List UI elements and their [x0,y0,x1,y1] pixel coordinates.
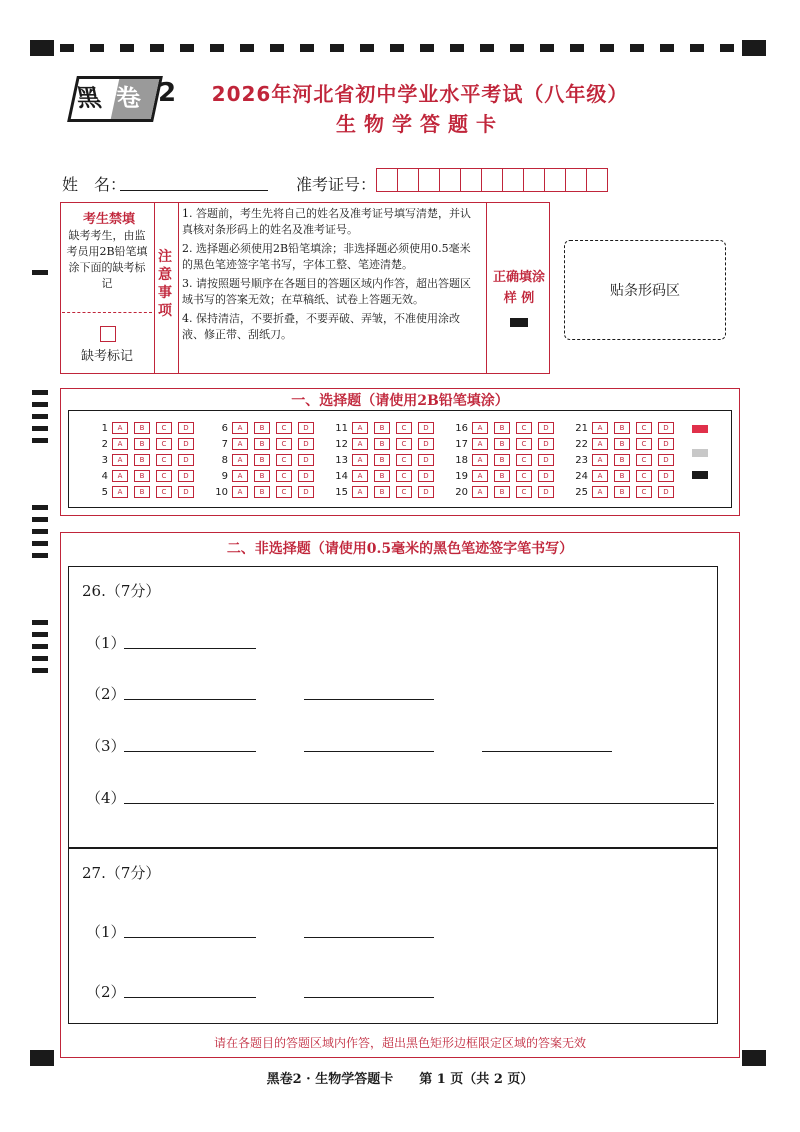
option-bubble[interactable]: C [156,486,172,498]
question-number: 7 [221,438,228,450]
option-bubble[interactable]: D [178,438,194,450]
choice-row [92,468,200,484]
option-bubble[interactable]: C [276,470,292,482]
question-number: 13 [335,454,348,466]
option-bubble[interactable]: D [418,470,434,482]
absent-mark-box[interactable] [100,326,116,342]
option-bubble[interactable]: C [636,422,652,434]
corner-mark-top-left [30,40,54,56]
choice-row [92,484,200,500]
exam-id-cell[interactable] [418,168,440,192]
option-bubble[interactable]: A [112,422,128,434]
choice-row [332,468,440,484]
option-bubble[interactable]: D [658,486,674,498]
q27-1-answer-b[interactable] [304,937,434,938]
option-bubble[interactable]: C [636,486,652,498]
exam-subtitle: 生物学答题卡 [336,112,504,136]
question-number: 2 [101,438,108,450]
notice-item: 3. 请按照题号顺序在各题目的答题区域内作答，超出答题区域书写的答案无效；在草稿纸、试卷上答题无效。 [182,277,471,306]
timing-mark [32,270,48,275]
timing-mark [32,541,48,546]
absent-mark-label: 缺考标记 [80,349,133,364]
option-bubble[interactable]: B [614,486,630,498]
exam-id-cell[interactable] [565,168,587,192]
choice-row [572,484,680,500]
option-bubble[interactable]: A [472,470,488,482]
q26-3-answer-c[interactable] [482,751,612,752]
notice-item: 2. 选择题必须使用2B铅笔填涂；非选择题必须使用0.5毫米的黑色笔迹签字笔书写，字体工整、笔迹清楚。 [182,242,471,271]
choice-row [212,484,320,500]
option-bubble[interactable]: C [276,454,292,466]
option-bubble[interactable]: C [516,454,532,466]
option-bubble[interactable]: B [614,454,630,466]
option-bubble[interactable]: A [472,454,488,466]
question-number: 8 [221,454,228,466]
q27-part-2: （2） [86,983,126,1001]
choice-row [452,436,560,452]
option-bubble[interactable]: A [592,470,608,482]
option-bubble[interactable]: B [134,486,150,498]
option-bubble[interactable]: B [494,470,510,482]
option-bubble[interactable]: A [232,470,248,482]
option-bubble[interactable]: A [232,454,248,466]
option-bubble[interactable]: A [592,454,608,466]
q26-3-answer-b[interactable] [304,751,434,752]
timing-mark [32,656,48,661]
option-bubble[interactable]: B [494,454,510,466]
option-bubble[interactable]: C [156,422,172,434]
choice-row [92,436,200,452]
option-bubble[interactable]: A [112,470,128,482]
option-bubble[interactable]: B [254,470,270,482]
option-bubble[interactable]: C [516,422,532,434]
page-footer: 黑卷2 · 生物学答题卡 第 1 页（共 2 页） [266,1072,534,1087]
timing-mark [32,414,48,419]
corner-mark-top-right [742,40,766,56]
exam-id-cell[interactable] [523,168,545,192]
option-bubble[interactable]: B [134,438,150,450]
option-bubble[interactable]: A [232,438,248,450]
option-bubble[interactable]: C [636,454,652,466]
q26-title: 26.（7分） [82,582,161,600]
question-number: 25 [575,486,588,498]
question-number: 1 [101,422,108,434]
question-number: 6 [221,422,228,434]
q26-4-answer[interactable] [124,803,714,804]
option-bubble[interactable]: D [178,454,194,466]
sample-filled-mark [510,318,528,327]
corner-mark-bottom-right [742,1050,766,1066]
option-bubble[interactable]: C [396,470,412,482]
option-bubble[interactable]: B [254,486,270,498]
option-bubble[interactable]: B [494,438,510,450]
q26-part-4: （4） [86,789,126,807]
q26-1-answer[interactable] [124,648,256,649]
option-bubble[interactable]: A [352,470,368,482]
option-bubble[interactable]: A [352,454,368,466]
option-bubble[interactable]: D [178,486,194,498]
question-number: 9 [221,470,228,482]
question-number: 14 [335,470,348,482]
notice-side-label: 注意事项 [158,249,172,319]
section1-title: 一、选择题（请使用2B铅笔填涂） [291,393,509,409]
sample-mark-gray [692,449,708,457]
option-bubble[interactable]: C [636,470,652,482]
option-bubble[interactable]: C [396,454,412,466]
option-bubble[interactable]: D [298,454,314,466]
question-number: 5 [101,486,108,498]
option-bubble[interactable]: D [538,486,554,498]
option-bubble[interactable]: A [232,486,248,498]
option-bubble[interactable]: D [418,422,434,434]
barcode-area [564,240,726,340]
question-number: 20 [455,486,468,498]
choice-row [212,420,320,436]
q27-2-answer-a[interactable] [124,997,256,998]
option-bubble[interactable]: B [614,438,630,450]
option-bubble[interactable]: B [614,470,630,482]
timing-mark [32,390,48,395]
name-field[interactable] [120,190,268,191]
option-bubble[interactable]: D [418,438,434,450]
exam-title: 2026年河北省初中学业水平考试（八年级） [211,82,629,106]
timing-mark [32,632,48,637]
choice-row [332,484,440,500]
sample-mark-red [692,425,708,433]
notice-item: 4. 保持清洁，不要折叠，不要弄破、弄皱，不准使用涂改液、修正带、刮纸刀。 [182,312,460,341]
option-bubble[interactable]: D [658,438,674,450]
logo-number: 2 [158,78,177,108]
choice-row [452,484,560,500]
timing-mark [32,438,48,443]
question-number: 24 [575,470,588,482]
exam-id-cell[interactable] [439,168,461,192]
q27-1-answer-a[interactable] [124,937,256,938]
barcode-label: 贴条形码区 [610,283,680,299]
option-bubble[interactable]: B [374,470,390,482]
timing-mark [32,402,48,407]
question-number: 11 [335,422,348,434]
option-bubble[interactable]: C [636,438,652,450]
option-bubble[interactable]: B [494,486,510,498]
option-bubble[interactable]: B [254,454,270,466]
option-bubble[interactable]: D [298,422,314,434]
question-number: 16 [455,422,468,434]
q26-part-2: （2） [86,685,126,703]
choice-row [452,452,560,468]
sample-title: 正确填涂 [492,270,545,285]
option-bubble[interactable]: C [276,422,292,434]
timing-marks-top [60,44,740,52]
timing-mark [32,668,48,673]
timing-mark [32,644,48,649]
choice-column [92,420,200,500]
option-bubble[interactable]: A [112,486,128,498]
q26-answer-area [68,566,718,848]
choice-column [452,420,560,500]
option-bubble[interactable]: D [538,438,554,450]
exam-id-cell[interactable] [586,168,608,192]
exam-id-cell[interactable] [502,168,524,192]
option-bubble[interactable]: B [134,422,150,434]
question-number: 15 [335,486,348,498]
option-bubble[interactable]: A [112,454,128,466]
option-bubble[interactable]: D [658,470,674,482]
notice-item: 1. 答题前，考生先将自己的姓名及准考证号填写清楚，并认真核对条形码上的姓名及准考证号。 [182,207,471,236]
option-bubble[interactable]: B [134,454,150,466]
choice-row [212,452,320,468]
choice-row [452,468,560,484]
q26-2-answer-b[interactable] [304,699,434,700]
option-bubble[interactable]: C [156,470,172,482]
logo [72,72,176,120]
option-bubble[interactable]: B [374,422,390,434]
logo-text-2: 卷 [113,84,144,112]
exam-id-cell[interactable] [544,168,566,192]
option-bubble[interactable]: A [352,486,368,498]
exam-id-cell[interactable] [460,168,482,192]
option-bubble[interactable]: B [614,422,630,434]
q26-part-1: （1） [86,634,126,652]
timing-mark [32,517,48,522]
option-bubble[interactable]: D [178,422,194,434]
option-bubble[interactable]: A [352,438,368,450]
choice-row [212,436,320,452]
option-bubble[interactable]: C [156,438,172,450]
option-bubble[interactable]: C [516,470,532,482]
option-bubble[interactable]: A [472,438,488,450]
option-bubble[interactable]: A [112,438,128,450]
q27-title: 27.（7分） [82,864,161,882]
exam-id-cell[interactable] [397,168,419,192]
choice-row [92,452,200,468]
question-number: 4 [101,470,108,482]
sample-label: 样 例 [503,291,535,306]
option-bubble[interactable]: D [418,486,434,498]
question-number: 10 [215,486,228,498]
choice-row [572,452,680,468]
choice-row [92,420,200,436]
choice-row [452,420,560,436]
option-bubble[interactable]: B [374,486,390,498]
question-number: 12 [335,438,348,450]
choice-row [332,420,440,436]
exam-id-cell[interactable] [481,168,503,192]
choice-column [212,420,320,500]
option-bubble[interactable]: D [298,486,314,498]
option-bubble[interactable]: D [658,454,674,466]
q27-2-answer-b[interactable] [304,997,434,998]
option-bubble[interactable]: B [374,438,390,450]
absent-desc: 缺考考生，由监考员用2B铅笔填涂下面的缺考标记 [66,229,148,290]
exam-id-cell[interactable] [376,168,398,192]
absent-title: 考生禁填 [82,212,135,227]
choice-row [332,436,440,452]
option-bubble[interactable]: D [538,422,554,434]
sample-mark-black [692,471,708,479]
choice-row [212,468,320,484]
option-bubble[interactable]: D [298,470,314,482]
question-number: 22 [575,438,588,450]
option-bubble[interactable]: A [592,422,608,434]
choice-column [572,420,680,500]
timing-mark [32,426,48,431]
question-number: 23 [575,454,588,466]
option-bubble[interactable]: B [494,422,510,434]
option-bubble[interactable]: B [254,438,270,450]
answer-area-note: 请在各题目的答题区域内作答，超出黑色矩形边框限定区域的答案无效 [213,1036,586,1050]
option-bubble[interactable]: D [658,422,674,434]
choice-row [572,420,680,436]
option-bubble[interactable]: D [538,454,554,466]
option-bubble[interactable]: A [592,438,608,450]
option-bubble[interactable]: A [472,486,488,498]
option-bubble[interactable]: A [232,422,248,434]
option-bubble[interactable]: A [352,422,368,434]
q26-2-answer-a[interactable] [124,699,256,700]
option-bubble[interactable]: C [276,486,292,498]
option-bubble[interactable]: A [472,422,488,434]
option-bubble[interactable]: B [254,422,270,434]
choice-row [332,452,440,468]
exam-id-label: 准考证号： [296,175,377,194]
q27-part-1: （1） [86,923,126,941]
question-number: 21 [575,422,588,434]
option-bubble[interactable]: B [374,454,390,466]
section2-title: 二、非选择题（请使用0.5毫米的黑色笔迹签字笔书写） [226,541,574,557]
timing-mark [32,529,48,534]
question-number: 3 [101,454,108,466]
q26-3-answer-a[interactable] [124,751,256,752]
option-bubble[interactable]: D [418,454,434,466]
option-bubble[interactable]: D [298,438,314,450]
choice-column [332,420,440,500]
timing-mark [32,553,48,558]
option-bubble[interactable]: C [396,438,412,450]
corner-mark-bottom-left [30,1050,54,1066]
option-bubble[interactable]: B [134,470,150,482]
question-number: 19 [455,470,468,482]
option-bubble[interactable]: C [156,454,172,466]
question-number: 17 [455,438,468,450]
option-bubble[interactable]: C [396,422,412,434]
choice-row [572,436,680,452]
name-label: 姓 名： [62,175,127,194]
option-bubble[interactable]: C [276,438,292,450]
logo-text-1: 黑 [73,84,104,112]
timing-mark [32,620,48,625]
option-bubble[interactable]: D [538,470,554,482]
question-number: 18 [455,454,468,466]
option-bubble[interactable]: C [516,438,532,450]
option-bubble[interactable]: C [396,486,412,498]
option-bubble[interactable]: A [592,486,608,498]
notice-list [182,206,480,343]
choice-row [572,468,680,484]
timing-mark [32,505,48,510]
q26-part-3: （3） [86,737,126,755]
option-bubble[interactable]: C [516,486,532,498]
exam-id-field[interactable] [377,168,608,192]
option-bubble[interactable]: D [178,470,194,482]
